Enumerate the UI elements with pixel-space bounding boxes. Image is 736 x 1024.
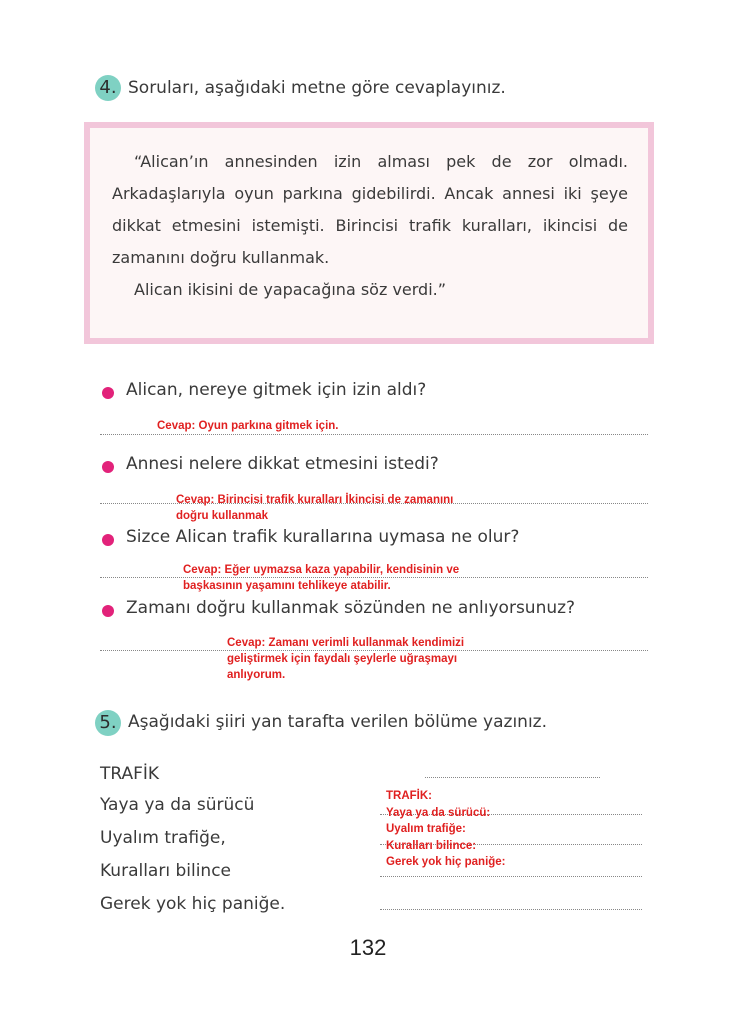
passage-box (84, 122, 654, 344)
question-text: Zamanı doğru kullanmak sözünden ne anlıyorsunuz? (126, 598, 576, 618)
bullet-icon (102, 534, 114, 546)
poem-answer-line: TRAFİK: (386, 790, 432, 802)
poem-answer-line: Yaya ya da sürücü: (386, 806, 491, 819)
poem-answer-line: Kuralları bilince: (386, 839, 477, 852)
poem-answer-line: Uyalım trafiğe: (386, 823, 466, 835)
answer-line[interactable] (100, 434, 648, 435)
writing-line[interactable] (380, 876, 642, 877)
writing-line[interactable] (425, 777, 600, 778)
poem-title: TRAFİK (100, 764, 160, 784)
passage-paragraph-1: “Alican’ın annesinden izin alması pek de zor olmadı. Arkadaşlarıyla oyun parkına gidebilirdi. Ancak annesi iki şeye dikkat etmesini istemişti. Birincisi trafik kuralları, ikincisi de zamanını doğru kullanmak. (112, 152, 628, 267)
answer-text (227, 635, 464, 683)
answer-text (183, 562, 459, 594)
poem-line: Gerek yok hiç paniğe. (100, 894, 286, 914)
answer-line-text: anlıyorum. (227, 669, 286, 681)
page-number: 132 (349, 935, 387, 960)
poem-answer (386, 788, 506, 871)
bullet-icon (102, 461, 114, 473)
poem-line: Kuralları bilince (100, 861, 232, 881)
question-number-badge: 5. (95, 710, 121, 736)
answer-line-text: başkasının yaşamını tehlikeye atabilir. (183, 580, 391, 592)
question-text: Annesi nelere dikkat etmesini istedi? (126, 454, 439, 474)
question-5-title: Aşağıdaki şiiri yan tarafta verilen bölüme yazınız. (128, 712, 547, 732)
answer-line-text: geliştirmek için faydalı şeylerle uğraşmayı (227, 653, 458, 665)
bullet-icon (102, 605, 114, 617)
question-number-badge: 4. (95, 75, 121, 101)
poem-line: Uyalım trafiğe, (100, 828, 226, 848)
answer-line-text: Cevap: Birincisi trafik kuralları İkincisi de zamanını (176, 494, 454, 506)
answer-line-text: Cevap: Eğer uymazsa kaza yapabilir, kendisinin ve (183, 564, 460, 576)
answer-text: Cevap: Oyun parkına gitmek için. (157, 420, 339, 432)
question-text: Sizce Alican trafik kurallarına uymasa ne olur? (126, 527, 520, 547)
poem-answer-line: Gerek yok hiç paniğe: (386, 856, 506, 868)
writing-line[interactable] (380, 909, 642, 910)
answer-line-text: Cevap: Zamanı verimli kullanmak kendimizi (227, 637, 465, 649)
bullet-icon (102, 387, 114, 399)
question-4-title: Soruları, aşağıdaki metne göre cevaplayınız. (128, 78, 506, 98)
passage-paragraph-2: Alican ikisini de yapacağına söz verdi.” (134, 280, 447, 299)
answer-line-text: doğru kullanmak (176, 510, 269, 522)
answer-text (176, 492, 453, 524)
poem-line: Yaya ya da sürücü (100, 795, 255, 815)
question-text: Alican, nereye gitmek için izin aldı? (126, 380, 427, 400)
